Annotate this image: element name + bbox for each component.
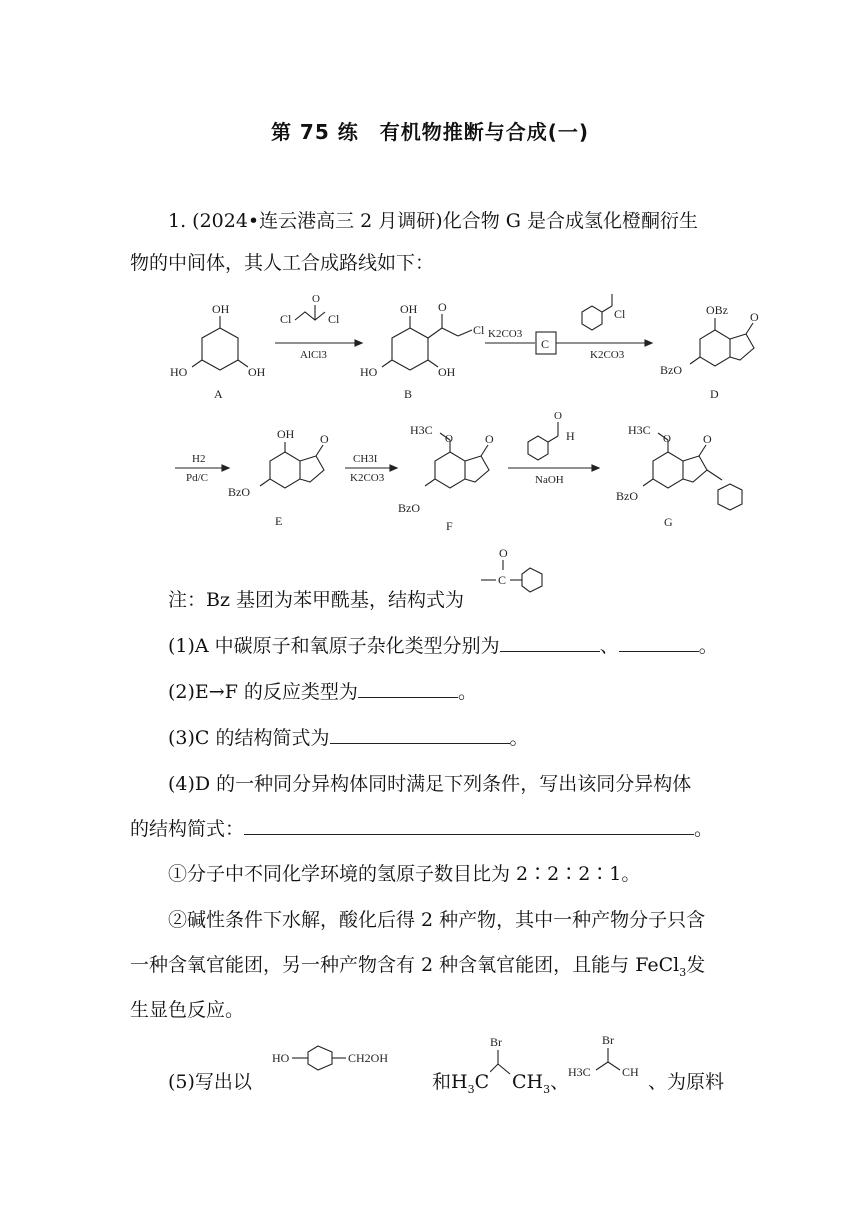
svg-text:O: O [445, 433, 453, 445]
benzoyl-structure [478, 546, 558, 604]
compound-a-label: A [214, 387, 223, 401]
arrow-4 [175, 453, 229, 484]
a-ho: HO [170, 365, 188, 379]
compound-a-structure [170, 302, 266, 401]
a-oh2: OH [248, 365, 266, 379]
svg-text:Br: Br [490, 1035, 502, 1049]
answer-blank-1a[interactable] [500, 631, 600, 652]
svg-text:BzO: BzO [660, 363, 682, 377]
2-bromopropane-structure-2 [566, 1028, 656, 1088]
compound-g-structure [616, 423, 742, 529]
svg-text:K2CO3: K2CO3 [488, 328, 523, 340]
svg-text:O: O [750, 310, 759, 324]
compound-d-structure [660, 303, 759, 401]
compound-e-structure [228, 427, 329, 528]
compound-b-label: B [404, 387, 413, 401]
question-1-5-tail: 、为原料 [648, 1071, 725, 1093]
arrow-5 [345, 453, 397, 484]
page-title: 第 75 练 有机物推断与合成(一) [270, 120, 590, 144]
question-1-5-start: (5)写出以 [168, 1071, 252, 1093]
svg-text:Cl: Cl [328, 312, 340, 326]
svg-text:HO: HO [272, 1051, 290, 1065]
svg-text:O: O [663, 433, 671, 445]
svg-text:O: O [499, 546, 508, 560]
svg-text:Cl: Cl [473, 323, 485, 337]
svg-text:K2CO3: K2CO3 [350, 472, 385, 484]
note-text: 注：Bz 基团为苯甲酰基，结构式为 [168, 589, 465, 611]
svg-text:O: O [485, 432, 494, 446]
arrow-1 [275, 293, 362, 361]
question-1-intro-line2: 物的中间体，其人工合成路线如下： [130, 252, 435, 274]
question-1-4-line2: 的结构简式： 。 [130, 814, 730, 843]
svg-text:AlCl3: AlCl3 [300, 349, 327, 361]
condition-2-line1: ②碱性条件下水解，酸化后得 2 种产物，其中一种产物分子只含 [168, 909, 706, 931]
svg-text:H3C: H3C [410, 423, 433, 437]
condition-2-line2: 一种含氧官能团，另一种产物含有 2 种含氧官能团，且能与 FeCl$_3$发 [130, 954, 706, 979]
note-line [168, 586, 768, 614]
svg-text:H3C: H3C [568, 1065, 591, 1079]
svg-text:H: H [566, 429, 575, 443]
svg-text:CH: CH [622, 1065, 639, 1079]
compound-f-label: F [446, 519, 453, 533]
question-1-5-mid: 和$H_3C$ [432, 1071, 490, 1096]
svg-text:O: O [703, 432, 712, 446]
condition-1: ①分子中不同化学环境的氢原子数目比为 2∶2∶2∶1。 [168, 863, 641, 885]
a-oh: OH [212, 302, 230, 316]
svg-text:BzO: BzO [228, 485, 250, 499]
svg-text:O: O [438, 300, 447, 314]
svg-text:O: O [320, 432, 329, 446]
svg-text:CH2OH: CH2OH [348, 1051, 389, 1065]
svg-text:HO: HO [360, 365, 378, 379]
svg-text:O: O [554, 410, 562, 422]
svg-text:BzO: BzO [616, 489, 638, 503]
compound-d-label: D [710, 387, 719, 401]
svg-text:OH: OH [277, 427, 295, 441]
svg-text:Cl: Cl [280, 312, 292, 326]
arrow-2 [485, 294, 652, 361]
svg-text:H2: H2 [192, 453, 206, 465]
question-1-2: (2)E→F 的反应类型为 。 [168, 677, 768, 706]
compound-b-structure [360, 300, 485, 401]
answer-blank-2[interactable] [358, 677, 458, 698]
compound-f-structure [398, 423, 494, 533]
svg-text:H3C: H3C [628, 423, 651, 437]
svg-text:NaOH: NaOH [535, 474, 564, 486]
question-1-3: (3)C 的结构简式为 。 [168, 723, 768, 752]
svg-text:Br: Br [602, 1033, 614, 1047]
answer-blank-3[interactable] [330, 723, 510, 744]
svg-text:Cl: Cl [614, 307, 626, 321]
question-1-4-line1: (4)D 的一种同分异构体同时满足下列条件，写出该同分异构体 [168, 773, 692, 795]
synthesis-scheme [150, 290, 770, 545]
svg-text:BzO: BzO [398, 501, 420, 515]
condition-2-line3: 生显色反应。 [130, 999, 245, 1021]
answer-blank-1b[interactable] [619, 631, 699, 652]
question-1-1: (1)A 中碳原子和氧原子杂化类型分别为 、 。 [168, 631, 768, 660]
svg-text:OH: OH [438, 365, 456, 379]
answer-blank-4[interactable] [244, 814, 694, 835]
compound-c-label: C [541, 337, 550, 351]
compound-g-label: G [664, 515, 673, 529]
svg-text:CH3I: CH3I [353, 453, 378, 465]
compound-e-label: E [275, 514, 283, 528]
question-1-5-ch3: $CH_3$、 [512, 1071, 570, 1096]
svg-text:OBz: OBz [706, 303, 728, 317]
svg-text:C: C [498, 573, 507, 587]
svg-text:Pd/C: Pd/C [186, 472, 209, 484]
svg-text:K2CO3: K2CO3 [590, 349, 625, 361]
hydroxybenzyl-alcohol-structure [270, 1032, 420, 1082]
svg-text:OH: OH [400, 302, 418, 316]
question-1-intro-line1: 1. (2024•连云港高三 2 月调研)化合物 G 是合成氢化橙酮衍生 [168, 210, 698, 232]
arrow-6 [508, 410, 599, 486]
svg-text:O: O [312, 293, 320, 305]
